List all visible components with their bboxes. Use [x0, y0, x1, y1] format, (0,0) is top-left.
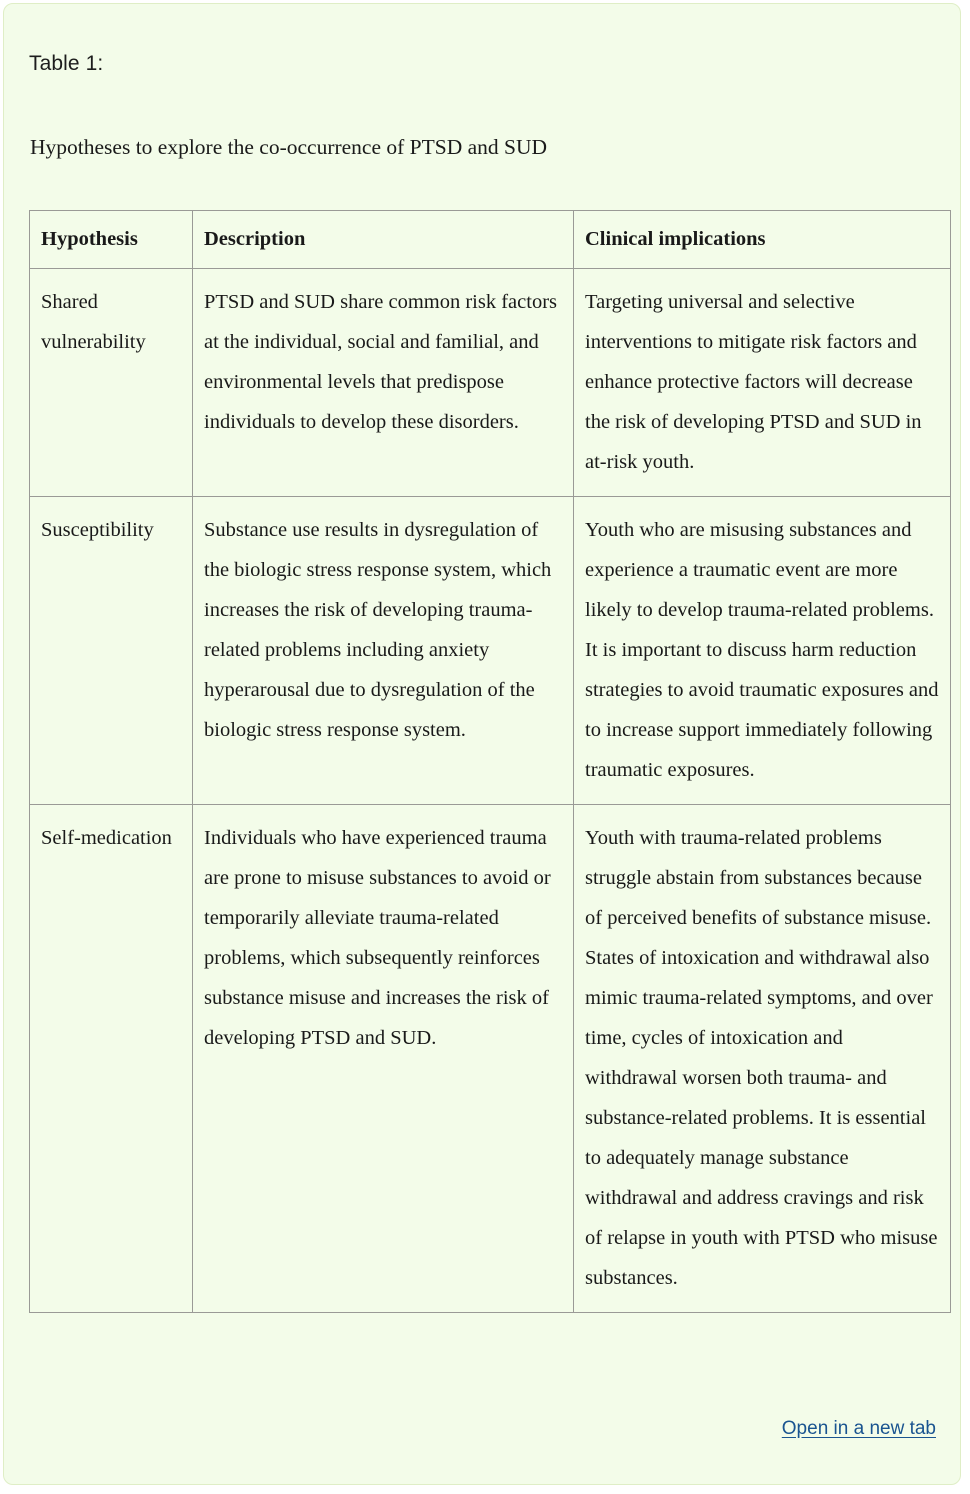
cell-clinical-implications — [574, 805, 951, 1313]
cell-hypothesis-text: Self-medication — [41, 827, 172, 849]
cell-clinical-implications-text: Youth who are misusing substances and experience a traumatic event are more likely to develop trauma-related problems. It is important to discuss harm reduction strategies to avoid traumatic exposures and to increase support immediately following traumatic exposures. — [585, 519, 939, 781]
cell-description-text: Substance use results in dysregulation of the biologic stress response system, which increases the risk of developing trauma-related problems including anxiety hyperarousal due to dysregulation of the biologic stress response system. — [204, 519, 552, 741]
column-header-clinical-implications-label: Clinical implications — [585, 228, 766, 250]
table-row — [30, 805, 951, 1313]
table-header-row — [30, 211, 951, 269]
table-row — [30, 269, 951, 497]
open-in-new-tab-link[interactable]: Open in a new tab — [781, 1418, 936, 1439]
hypotheses-table — [29, 210, 951, 1313]
cell-description — [193, 269, 574, 497]
cell-clinical-implications — [574, 497, 951, 805]
cell-description-text: PTSD and SUD share common risk factors at the individual, social and familial, and environmental levels that predispose individuals to develop these disorders. — [204, 291, 558, 433]
page-title: Table 1: — [29, 52, 104, 75]
cell-description — [193, 497, 574, 805]
cell-clinical-implications-text: Youth with trauma-related problems struggle abstain from substances because of perceived benefits of substance misuse. States of intoxication and withdrawal also mimic trauma-related symptoms, and over time, cycles of intoxication and withdrawal worsen both trauma- and substance-related problems. It is essential to adequately manage substance withdrawal and address cravings and risk of relapse in youth with PTSD who misuse substances. — [585, 827, 938, 1289]
cell-clinical-implications-text: Targeting universal and selective interventions to mitigate risk factors and enhance protective factors will decrease the risk of developing PTSD and SUD in at-risk youth. — [585, 291, 922, 473]
column-header-description — [193, 211, 574, 269]
column-header-hypothesis — [30, 211, 193, 269]
footer — [782, 1418, 936, 1440]
cell-description-text: Individuals who have experienced trauma are prone to misuse substances to avoid or temporarily alleviate trauma-related problems, which subsequently reinforces substance misuse and increases the risk of developing PTSD and SUD. — [204, 827, 551, 1049]
cell-hypothesis-text: Susceptibility — [41, 519, 154, 541]
cell-hypothesis — [30, 805, 193, 1313]
column-header-clinical-implications — [574, 211, 951, 269]
table-row — [30, 497, 951, 805]
table-caption: Hypotheses to explore the co-occurrence of PTSD and SUD — [30, 135, 548, 159]
cell-hypothesis — [30, 269, 193, 497]
table-page-container — [3, 3, 961, 1485]
cell-hypothesis-text: Shared vulnerability — [41, 291, 146, 353]
column-header-description-label: Description — [204, 228, 306, 250]
column-header-hypothesis-label: Hypothesis — [41, 228, 138, 250]
cell-hypothesis — [30, 497, 193, 805]
cell-clinical-implications — [574, 269, 951, 497]
table-scroll-region — [29, 210, 950, 1313]
cell-description — [193, 805, 574, 1313]
